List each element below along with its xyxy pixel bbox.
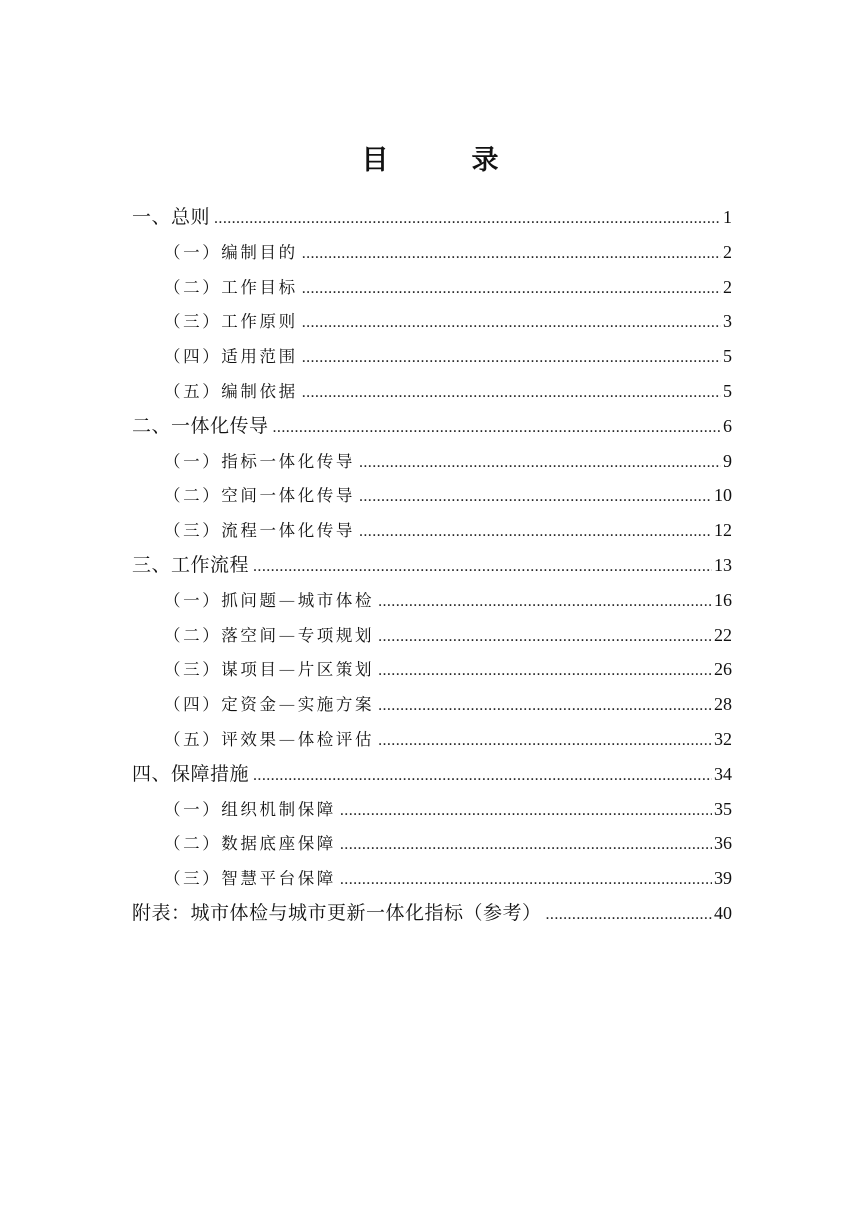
toc-dot-leader bbox=[302, 376, 721, 411]
toc-page-number: 35 bbox=[714, 798, 732, 819]
toc-page-number: 22 bbox=[714, 624, 732, 645]
toc-entry-label: （四）适用范围 bbox=[164, 347, 298, 367]
toc-dot-leader bbox=[546, 898, 712, 933]
toc-dot-leader bbox=[340, 794, 712, 829]
toc-page-number: 34 bbox=[714, 763, 732, 784]
toc-subsection-entry[interactable] bbox=[132, 722, 732, 757]
toc-section-entry[interactable] bbox=[132, 548, 732, 583]
toc-dot-leader bbox=[302, 272, 721, 307]
toc-page-number: 12 bbox=[714, 520, 732, 541]
toc-dot-leader bbox=[359, 480, 712, 515]
toc-page-number: 6 bbox=[723, 415, 732, 436]
toc-subsection-entry[interactable] bbox=[132, 235, 732, 270]
toc-dot-leader bbox=[340, 828, 712, 863]
toc-subsection-entry[interactable] bbox=[132, 304, 732, 339]
toc-entry-label: 二、一体化传导 bbox=[132, 414, 269, 437]
toc-entry-label: （三）流程一体化传导 bbox=[164, 521, 355, 541]
toc-dot-leader bbox=[214, 202, 721, 237]
toc-subsection-entry[interactable] bbox=[132, 513, 732, 548]
toc-dot-leader bbox=[253, 550, 712, 585]
toc-entry-label: （二）落空间—专项规划 bbox=[164, 625, 375, 645]
toc-section-entry[interactable] bbox=[132, 200, 732, 235]
toc-entry-label: （二）工作目标 bbox=[164, 277, 298, 297]
toc-entry-label: （三）智慧平台保障 bbox=[164, 869, 336, 889]
toc-page-number: 32 bbox=[714, 728, 732, 749]
toc-entry-label: （五）编制依据 bbox=[164, 381, 298, 401]
toc-page-number: 1 bbox=[723, 207, 732, 227]
toc-entry-label: 四、保障措施 bbox=[132, 762, 250, 785]
toc-page-number: 16 bbox=[714, 589, 732, 610]
toc-dot-leader bbox=[359, 446, 721, 481]
toc-subsection-entry[interactable] bbox=[132, 792, 732, 827]
toc-page-number: 5 bbox=[723, 380, 732, 401]
toc-entry-label: （五）评效果—体检评估 bbox=[164, 729, 375, 749]
toc-page-number: 13 bbox=[714, 554, 732, 575]
toc-section-entry[interactable] bbox=[132, 896, 732, 931]
toc-entry-label: （一）指标一体化传导 bbox=[164, 451, 355, 471]
toc-entry-label: （二）数据底座保障 bbox=[164, 834, 336, 854]
toc-section-entry[interactable] bbox=[132, 757, 732, 792]
toc-subsection-entry[interactable] bbox=[132, 861, 732, 896]
toc-entry-label: （三）工作原则 bbox=[164, 312, 298, 332]
toc-subsection-entry[interactable] bbox=[132, 618, 732, 653]
toc-section-entry[interactable] bbox=[132, 409, 732, 444]
toc-entry-label: （二）空间一体化传导 bbox=[164, 486, 355, 506]
toc-subsection-entry[interactable] bbox=[132, 687, 732, 722]
toc-subsection-entry[interactable] bbox=[132, 374, 732, 409]
toc-subsection-entry[interactable] bbox=[132, 826, 732, 861]
toc-page-number: 36 bbox=[714, 833, 732, 854]
table-of-contents bbox=[132, 200, 732, 931]
toc-subsection-entry[interactable] bbox=[132, 444, 732, 479]
toc-dot-leader bbox=[378, 620, 712, 655]
toc-dot-leader bbox=[302, 341, 721, 376]
toc-subsection-entry[interactable] bbox=[132, 270, 732, 305]
toc-dot-leader bbox=[359, 515, 712, 550]
toc-dot-leader bbox=[340, 863, 712, 898]
toc-subsection-entry[interactable] bbox=[132, 339, 732, 374]
toc-page-number: 5 bbox=[723, 346, 732, 367]
toc-entry-label: （一）抓问题—城市体检 bbox=[164, 590, 375, 610]
toc-dot-leader bbox=[378, 689, 712, 724]
toc-subsection-entry[interactable] bbox=[132, 652, 732, 687]
toc-page-number: 39 bbox=[714, 868, 732, 889]
toc-dot-leader bbox=[302, 306, 721, 341]
toc-entry-label: （三）谋项目—片区策划 bbox=[164, 660, 375, 680]
toc-page-number: 3 bbox=[723, 311, 732, 332]
toc-entry-label: （四）定资金—实施方案 bbox=[164, 695, 375, 715]
toc-dot-leader bbox=[378, 724, 712, 759]
toc-dot-leader bbox=[378, 585, 712, 620]
toc-title: 目 录 bbox=[361, 145, 527, 176]
toc-dot-leader bbox=[253, 759, 712, 794]
toc-dot-leader bbox=[273, 411, 721, 446]
toc-page-number: 40 bbox=[714, 902, 732, 923]
toc-page-number: 2 bbox=[723, 276, 732, 297]
toc-page-number: 10 bbox=[714, 485, 732, 506]
toc-page-number: 28 bbox=[714, 694, 732, 715]
toc-entry-label: （一）编制目的 bbox=[164, 242, 298, 262]
toc-subsection-entry[interactable] bbox=[132, 478, 732, 513]
toc-page-number: 9 bbox=[723, 450, 732, 471]
toc-page-number: 26 bbox=[714, 659, 732, 680]
toc-entry-label: 附表：城市体检与城市更新一体化指标（参考） bbox=[132, 901, 542, 924]
toc-dot-leader bbox=[302, 237, 721, 272]
toc-entry-label: 一、总则 bbox=[132, 206, 211, 228]
toc-page-number: 2 bbox=[723, 241, 732, 262]
toc-entry-label: （一）组织机制保障 bbox=[164, 799, 336, 819]
toc-entry-label: 三、工作流程 bbox=[132, 553, 250, 576]
toc-dot-leader bbox=[378, 654, 712, 689]
toc-subsection-entry[interactable] bbox=[132, 583, 732, 618]
